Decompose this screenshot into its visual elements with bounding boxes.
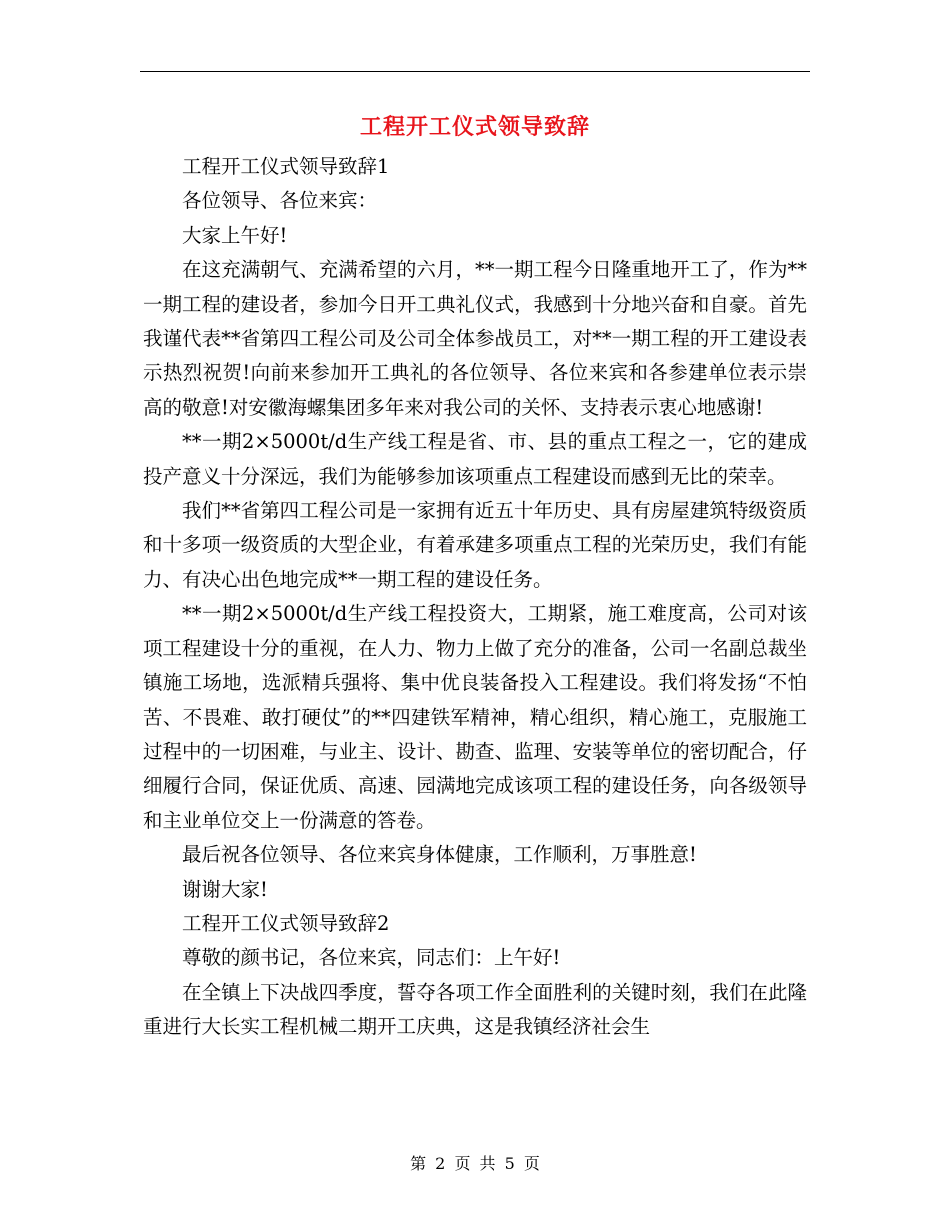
page-footer: 第 2 页 共 5 页	[410, 1154, 540, 1173]
paragraph: 在这充满朝气、充满希望的六月，**一期工程今日隆重地开工了，作为**一期工程的建设者，参加今日开工典礼仪式，我感到十分地兴奋和自豪。首先我谨代表**省第四工程公司及公司全体参战员工，对**一期工程的开工建设表示热烈祝贺!向前来参加开工典礼的各位领导、各位来宾和各参建单位表示崇高的敬意!对安徽海螺集团多年来对我公司的关怀、支持表示衷心地感谢!	[143, 258, 807, 419]
paragraph: 谢谢大家!	[182, 877, 268, 901]
paragraph: **一期2×5000t/d生产线工程投资大，工期紧，施工难度高，公司对该项工程建设十分的重视，在人力、物力上做了充分的准备，公司一名副总裁坐镇施工场地，选派精兵强将、集中优良装备投入工程建设。我们将发扬“不怕苦、不畏难、敢打硬仗”的**四建铁军精神，精心组织，精心施工，克服施工过程中的一切困难，与业主、设计、勘查、监理、安装等单位的密切配合，仔细履行合同，保证优质、高速、园满地完成该项工程的建设任务，向各级领导和主业单位交上一份满意的答卷。	[143, 602, 807, 832]
document-title: 工程开工仪式领导致辞	[359, 114, 590, 140]
paragraph: 最后祝各位领导、各位来宾身体健康，工作顺利，万事胜意!	[182, 843, 697, 867]
paragraph: 工程开工仪式领导致辞1	[182, 155, 390, 178]
paragraph: 工程开工仪式领导致辞2	[182, 911, 390, 935]
paragraph: 各位领导、各位来宾：	[182, 189, 378, 213]
paragraph: **一期2×5000t/d生产线工程是省、市、县的重点工程之一，它的建成投产意义十分深远，我们为能够参加该项重点工程建设而感到无比的荣幸。	[143, 430, 807, 488]
paragraph: 大家上午好!	[182, 223, 288, 247]
paragraph: 我们**省第四工程公司是一家拥有近五十年历史、具有房屋建筑特级资质和十多项一级资质的大型企业，有着承建多项重点工程的光荣历史，我们有能力、有决心出色地完成**一期工程的建设任务。	[143, 499, 807, 591]
header-rule	[140, 71, 810, 72]
document-body	[143, 150, 807, 1045]
paragraph: 尊敬的颜书记，各位来宾，同志们：上午好!	[182, 946, 561, 970]
paragraph: 在全镇上下决战四季度，誓夺各项工作全面胜利的关键时刻，我们在此隆重进行大长实工程机械二期开工庆典，这是我镇经济社会生	[143, 980, 807, 1039]
